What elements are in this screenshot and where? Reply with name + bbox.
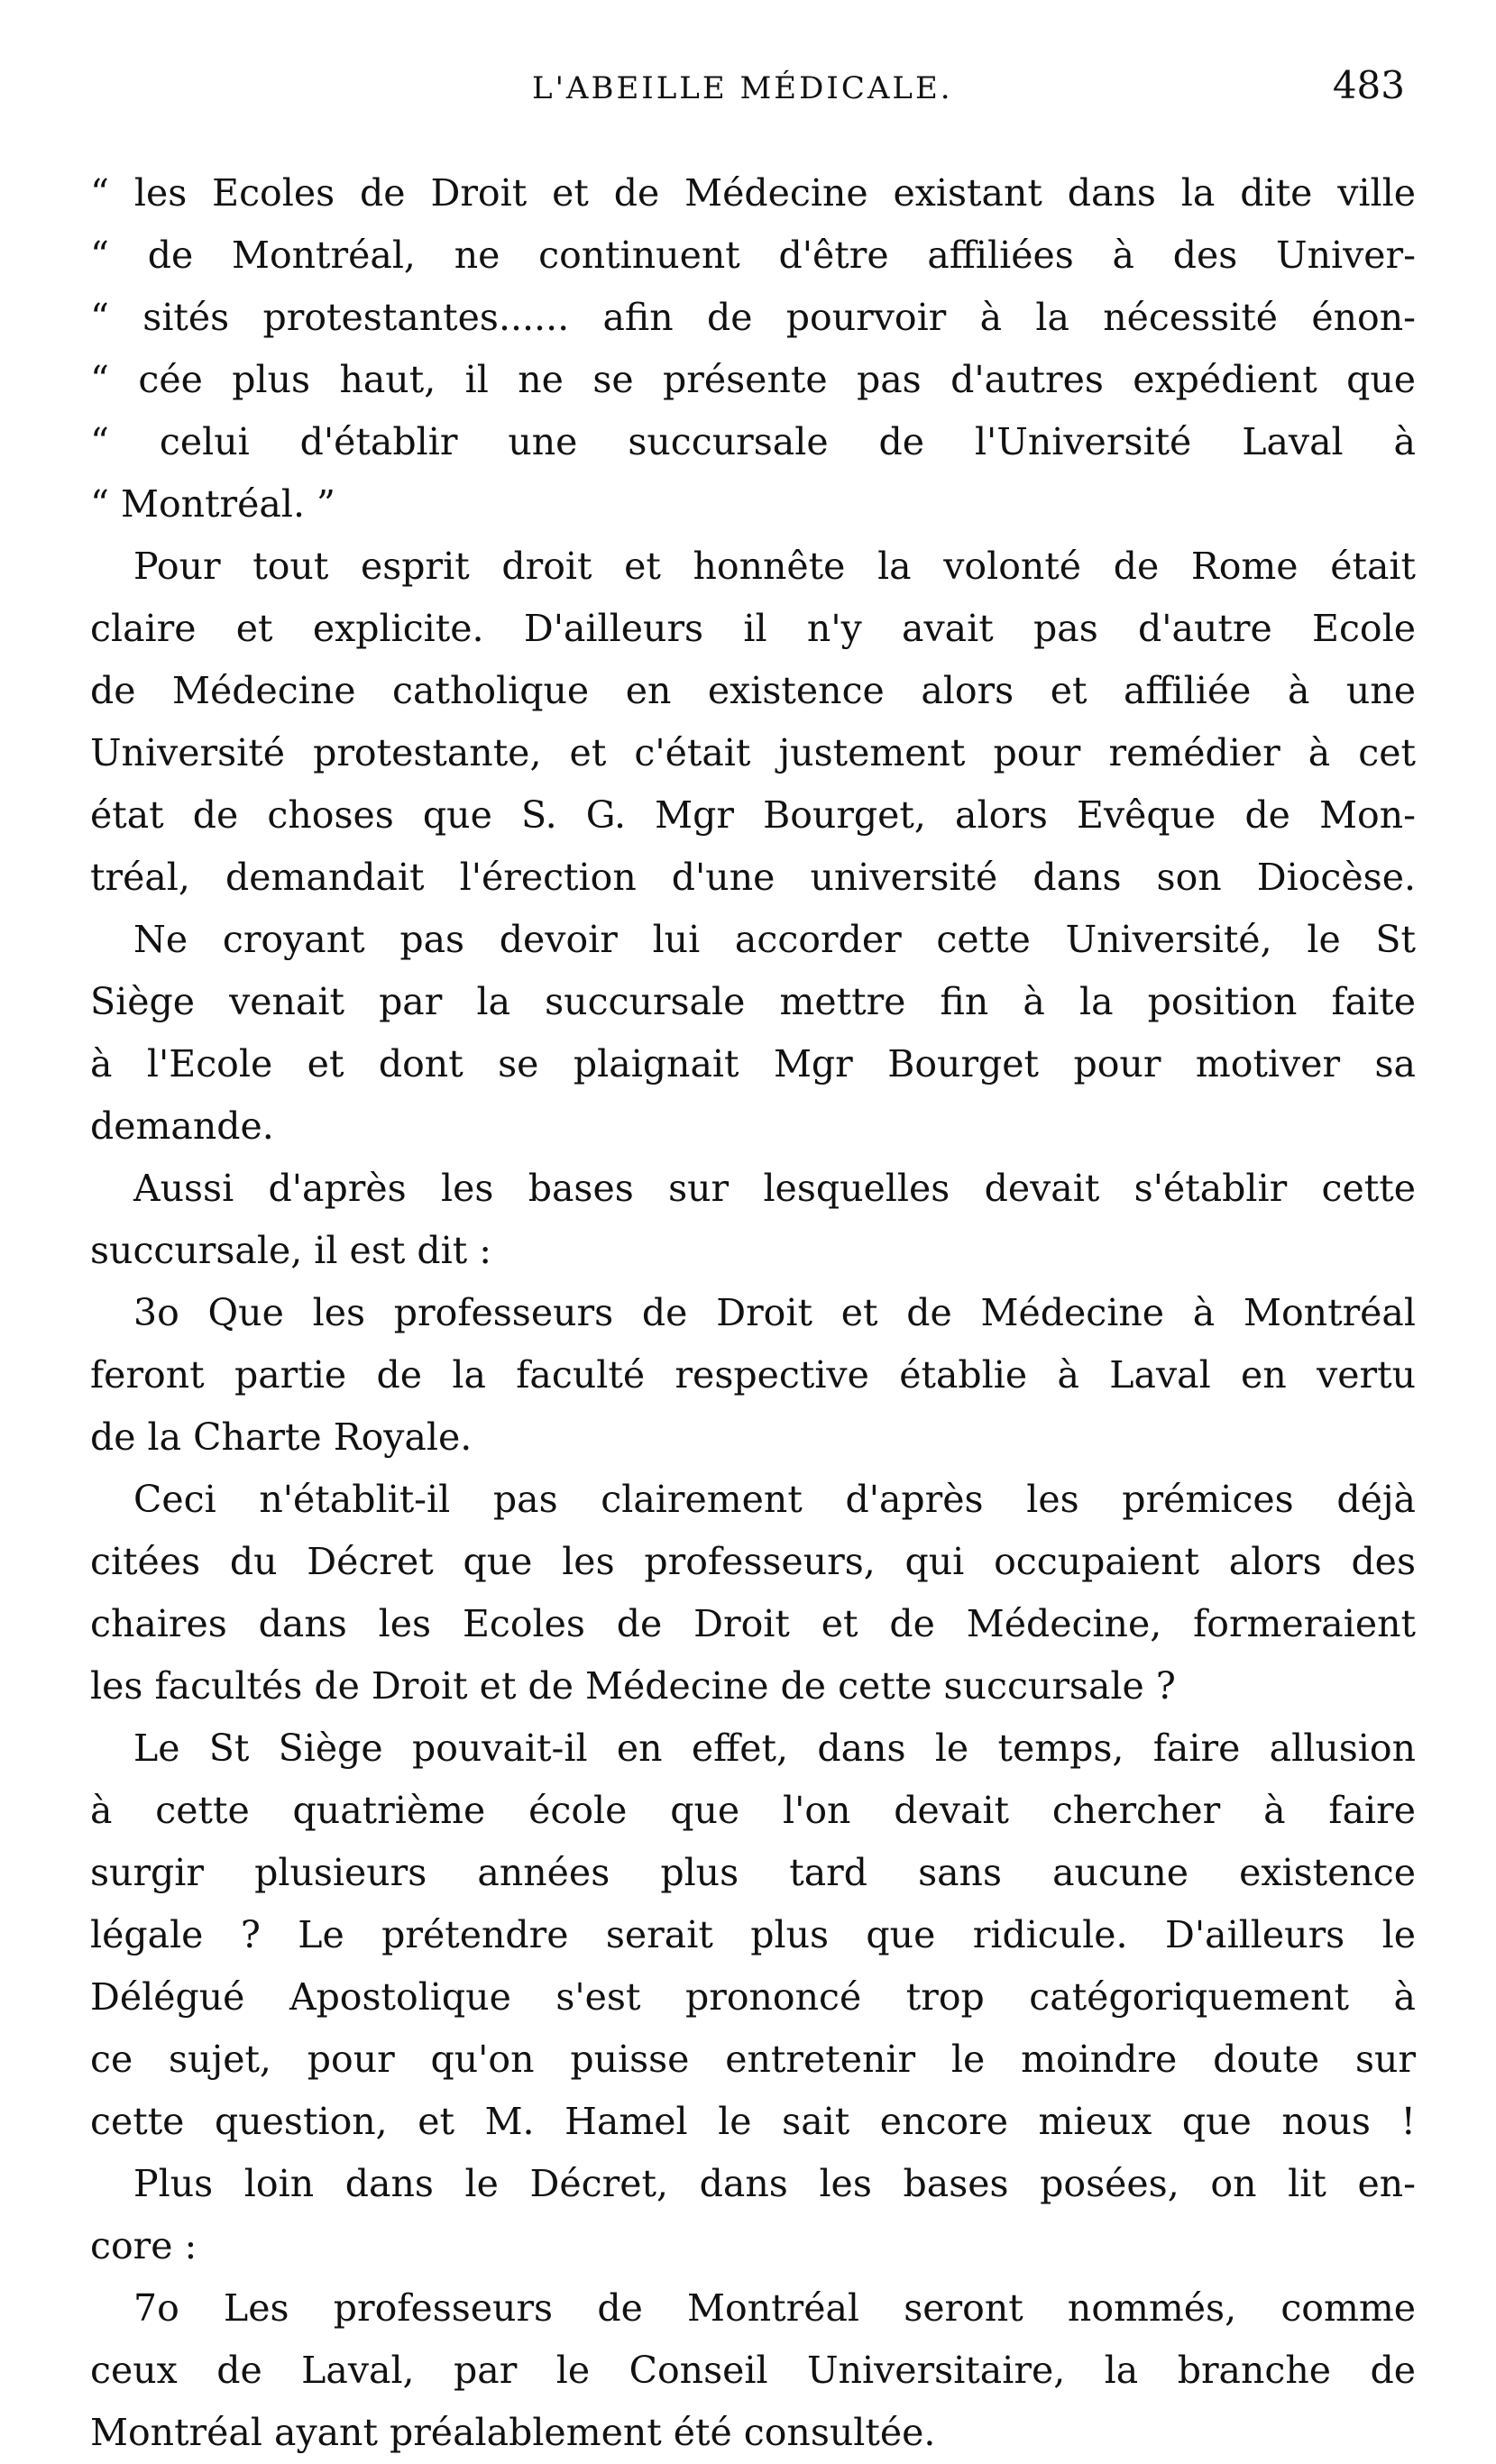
text-line: 7o Les professeurs de Montréal seront nommés, comme xyxy=(133,2286,1416,2330)
text-line: citées du Décret que les professeurs, qui occupaient alors des xyxy=(90,1540,1416,1583)
text-line: surgir plusieurs années plus tard sans aucune existence xyxy=(90,1851,1416,1894)
text-line: cette question, et M. Hamel le sait encore mieux que nous ! xyxy=(90,2100,1416,2143)
text-line: claire et explicite. D'ailleurs il n'y avait pas d'autre Ecole xyxy=(90,607,1416,650)
text-line: à cette quatrième école que l'on devait chercher à faire xyxy=(90,1789,1416,1832)
text-line: de Médecine catholique en existence alors et affiliée à une xyxy=(90,669,1416,712)
text-line: “ les Ecoles de Droit et de Médecine existant dans la dite ville xyxy=(90,171,1416,215)
text-line: Ceci n'établit-il pas clairement d'après les prémices déjà xyxy=(133,1478,1416,1521)
text-line: Université protestante, et c'était justement pour remédier à cet xyxy=(90,731,1416,774)
page-number: 483 xyxy=(1332,63,1405,107)
text-line: “ cée plus haut, il ne se présente pas d'autres expédient que xyxy=(90,358,1416,401)
text-line: Siège venait par la succursale mettre fin à la position faite xyxy=(90,980,1416,1023)
text-line: 3o Que les professeurs de Droit et de Médecine à Montréal xyxy=(133,1291,1416,1334)
text-line: ceux de Laval, par le Conseil Universitaire, la branche de xyxy=(90,2349,1416,2392)
text-line: Pour tout esprit droit et honnête la volonté de Rome était xyxy=(133,545,1416,588)
text-line: feront partie de la faculté respective établie à Laval en vertu xyxy=(90,1353,1416,1397)
text-line: demande. xyxy=(90,1104,274,1148)
page-header xyxy=(90,63,1416,117)
text-line: Délégué Apostolique s'est prononcé trop catégoriquement à xyxy=(90,1975,1416,2019)
text-line: tréal, demandait l'érection d'une université dans son Diocèse. xyxy=(90,856,1416,899)
text-line: core : xyxy=(90,2224,197,2267)
text-line: les facultés de Droit et de Médecine de cette succursale ? xyxy=(90,1664,1176,1708)
text-line: de la Charte Royale. xyxy=(90,1415,473,1459)
running-head: L'ABEILLE MÉDICALE. xyxy=(532,70,953,106)
body-text xyxy=(90,162,1416,2464)
text-line: Aussi d'après les bases sur lesquelles devait s'établir cette xyxy=(133,1167,1416,1210)
text-line: “ celui d'établir une succursale de l'Université Laval à xyxy=(90,420,1416,463)
text-line: ce sujet, pour qu'on puisse entretenir le moindre doute sur xyxy=(90,2038,1416,2081)
text-line: “ de Montréal, ne continuent d'être affiliées à des Univer- xyxy=(90,234,1416,277)
text-line: Montréal ayant préalablement été consultée. xyxy=(90,2411,936,2454)
text-line: légale ? Le prétendre serait plus que ridicule. D'ailleurs le xyxy=(90,1913,1416,1956)
text-line: à l'Ecole et dont se plaignait Mgr Bourget pour motiver sa xyxy=(90,1042,1416,1085)
text-line: “ Montréal. ” xyxy=(90,482,335,526)
text-line: Plus loin dans le Décret, dans les bases posées, on lit en- xyxy=(133,2162,1416,2205)
text-line: succursale, il est dit : xyxy=(90,1229,492,1272)
text-line: “ sités protestantes...... afin de pourvoir à la nécessité énon- xyxy=(90,296,1416,339)
text-line: chaires dans les Ecoles de Droit et de Médecine, formeraient xyxy=(90,1602,1416,1645)
text-line: état de choses que S. G. Mgr Bourget, alors Evêque de Mon- xyxy=(90,793,1416,837)
text-line: Ne croyant pas devoir lui accorder cette Université, le St xyxy=(133,918,1416,961)
text-line: Le St Siège pouvait-il en effet, dans le temps, faire allusion xyxy=(133,1727,1416,1770)
